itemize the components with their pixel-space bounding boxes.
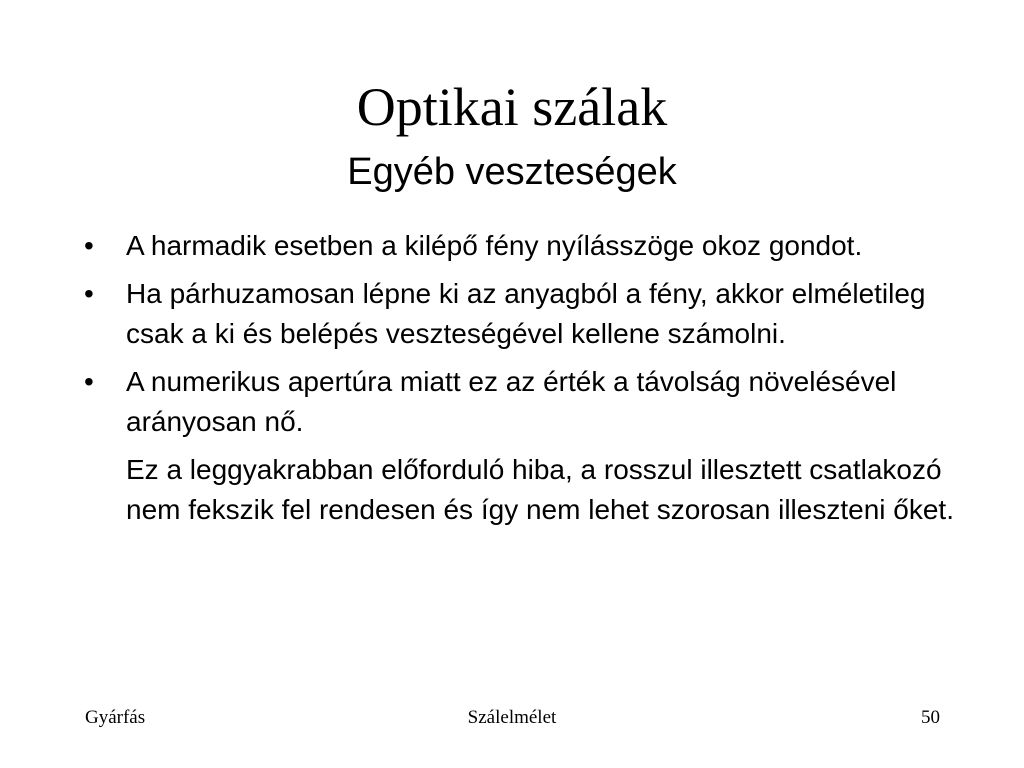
continuation-paragraph xyxy=(84,450,954,530)
bullet-text: Ha párhuzamosan lépne ki az anyagból a fény, akkor elméletileg csak a ki és belépés veszteségével kellene számolni. xyxy=(126,278,926,349)
slide-body xyxy=(84,226,954,538)
footer-author: Gyárfás xyxy=(85,707,146,728)
page-number: 50 xyxy=(921,707,940,728)
bullet-marker: • xyxy=(84,278,94,309)
bullet-text: A harmadik esetben a kilépő fény nyílásszöge okoz gondot. xyxy=(126,230,863,261)
bullet-item xyxy=(84,362,954,442)
footer-topic: Szálelmélet xyxy=(467,707,557,728)
bullet-item xyxy=(84,274,954,354)
slide-title: Optikai szálak xyxy=(356,77,668,137)
bullet-marker: • xyxy=(84,366,94,397)
bullet-text: A numerikus apertúra miatt ez az érték a távolság növelésével arányosan nő. xyxy=(126,366,897,437)
bullet-marker: • xyxy=(84,230,94,261)
bullet-item xyxy=(84,226,954,266)
slide-subtitle: Egyéb veszteségek xyxy=(347,151,677,193)
paragraph-text: Ez a leggyakrabban előforduló hiba, a rosszul illesztett csatlakozó nem fekszik fel rendesen és így nem lehet szorosan illeszteni őket. xyxy=(126,454,954,525)
